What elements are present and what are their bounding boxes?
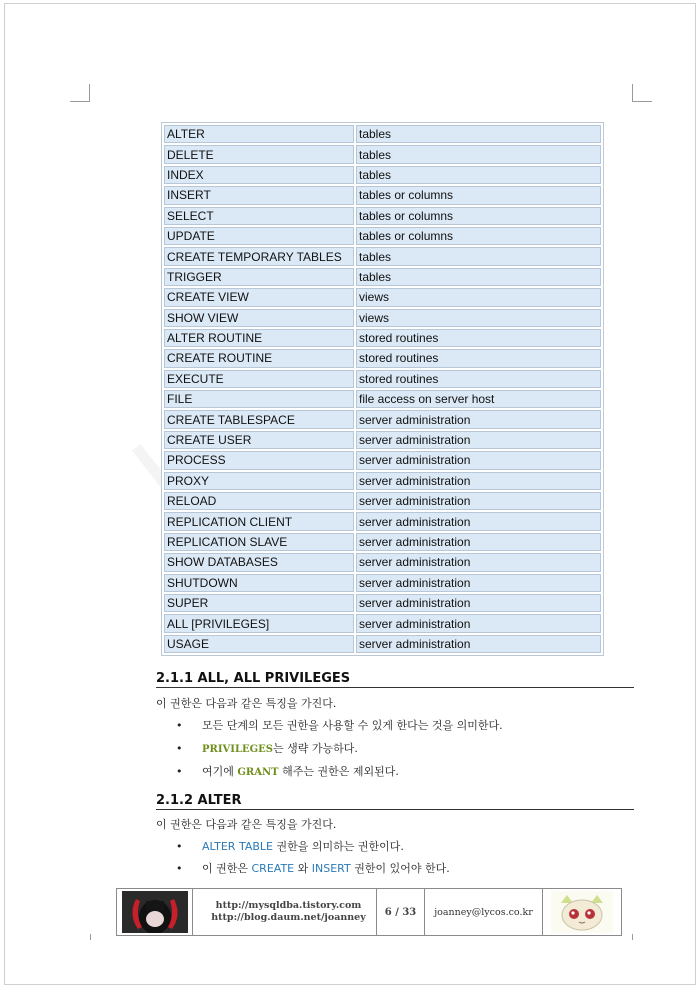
privilege-name-cell: CREATE ROUTINE	[164, 349, 354, 367]
footer-url-link[interactable]: http://blog.daum.net/joanney	[211, 912, 366, 923]
table-row	[164, 288, 601, 306]
dark-character-avatar-icon	[122, 891, 188, 933]
privilege-context-cell: stored routines	[356, 370, 601, 388]
keyword-create: CREATE	[251, 862, 295, 875]
bullet-dot-icon: •	[176, 840, 183, 853]
table-row	[164, 553, 601, 571]
privilege-context-cell: file access on server host	[356, 390, 601, 408]
table-row	[164, 594, 601, 612]
footer-email[interactable]: joanney@lycos.co.kr	[425, 889, 543, 935]
privilege-name-cell: TRIGGER	[164, 268, 354, 286]
privilege-context-cell: views	[356, 288, 601, 306]
section-heading-all-privileges: 2.1.1 ALL, ALL PRIVILEGES	[156, 671, 634, 688]
privilege-context-cell: tables or columns	[356, 227, 601, 245]
table-row	[164, 166, 601, 184]
privilege-name-cell: INSERT	[164, 186, 354, 204]
privilege-context-cell: tables	[356, 166, 601, 184]
privilege-name-cell: SHOW DATABASES	[164, 553, 354, 571]
table-row	[164, 186, 601, 204]
table-row	[164, 512, 601, 530]
footer-page-number: 6 / 33	[377, 889, 425, 935]
table-row	[164, 207, 601, 225]
privilege-name-cell: CREATE TABLESPACE	[164, 410, 354, 428]
table-row	[164, 125, 601, 143]
privilege-name-cell: UPDATE	[164, 227, 354, 245]
privilege-context-cell: stored routines	[356, 349, 601, 367]
privilege-context-cell: server administration	[356, 451, 601, 469]
privilege-name-cell: ALTER ROUTINE	[164, 329, 354, 347]
privilege-name-cell: FILE	[164, 390, 354, 408]
privilege-context-cell: server administration	[356, 410, 601, 428]
page-footer	[116, 888, 622, 936]
table-row	[164, 390, 601, 408]
table-row	[164, 635, 601, 653]
privilege-name-cell: CREATE VIEW	[164, 288, 354, 306]
privilege-context-cell: tables	[356, 268, 601, 286]
privilege-name-cell: DELETE	[164, 145, 354, 163]
keyword-insert: INSERT	[311, 862, 351, 875]
bullet-dot-icon: •	[176, 742, 183, 755]
section-intro: 이 권한은 다음과 같은 특징을 가진다.	[156, 697, 337, 710]
table-row	[164, 145, 601, 163]
privilege-context-cell: tables	[356, 247, 601, 265]
table-row	[164, 370, 601, 388]
table-row	[164, 431, 601, 449]
privilege-context-cell: server administration	[356, 431, 601, 449]
keyword-privileges: PRIVILEGES	[202, 744, 273, 755]
footer-logo-right	[543, 889, 621, 935]
table-row	[164, 614, 601, 632]
privilege-context-cell: tables or columns	[356, 186, 601, 204]
bullet-item: • ALTER TABLE 권한을 의미하는 권한이다.	[176, 840, 404, 853]
privilege-context-cell: stored routines	[356, 329, 601, 347]
privilege-name-cell: INDEX	[164, 166, 354, 184]
footer-urls	[193, 889, 377, 935]
bullet-dot-icon: •	[176, 765, 183, 778]
privilege-name-cell: SHUTDOWN	[164, 574, 354, 592]
footer-logo-left	[117, 889, 193, 935]
table-row	[164, 574, 601, 592]
privilege-context-cell: server administration	[356, 512, 601, 530]
margin-tick-right	[632, 934, 633, 940]
table-row	[164, 268, 601, 286]
table-row	[164, 349, 601, 367]
table-row	[164, 492, 601, 510]
table-row	[164, 533, 601, 551]
privilege-name-cell: RELOAD	[164, 492, 354, 510]
privilege-name-cell: EXECUTE	[164, 370, 354, 388]
privilege-name-cell: SUPER	[164, 594, 354, 612]
table-row	[164, 227, 601, 245]
privilege-context-cell: server administration	[356, 553, 601, 571]
privilege-context-cell: server administration	[356, 492, 601, 510]
privilege-name-cell: USAGE	[164, 635, 354, 653]
privilege-name-cell: REPLICATION CLIENT	[164, 512, 354, 530]
keyword-grant: GRANT	[237, 767, 279, 778]
table-row	[164, 309, 601, 327]
privilege-name-cell: CREATE USER	[164, 431, 354, 449]
privilege-name-cell: ALL [PRIVILEGES]	[164, 614, 354, 632]
crop-mark-top-left	[70, 84, 90, 102]
bullet-dot-icon: •	[176, 719, 183, 732]
cute-character-avatar-icon	[551, 891, 613, 933]
privilege-context-cell: server administration	[356, 594, 601, 612]
privilege-name-cell: REPLICATION SLAVE	[164, 533, 354, 551]
privilege-context-cell: views	[356, 309, 601, 327]
bullet-dot-icon: •	[176, 862, 183, 875]
keyword-alter-table: ALTER TABLE	[202, 840, 273, 853]
bullet-item: • 이 권한은 CREATE 와 INSERT 권한이 있어야 한다.	[176, 862, 450, 875]
bullet-item: • 모든 단계의 모든 권한을 사용할 수 있게 한다는 것을 의미한다.	[176, 719, 503, 732]
privilege-context-cell: server administration	[356, 533, 601, 551]
footer-url-link[interactable]: http://mysqldba.tistory.com	[215, 900, 362, 911]
privilege-context-cell: server administration	[356, 635, 601, 653]
privilege-name-cell: SHOW VIEW	[164, 309, 354, 327]
bullet-item: • PRIVILEGES는 생략 가능하다.	[176, 742, 358, 755]
privilege-name-cell: PROXY	[164, 472, 354, 490]
privilege-name-cell: SELECT	[164, 207, 354, 225]
table-row	[164, 329, 601, 347]
privilege-context-cell: server administration	[356, 574, 601, 592]
privilege-context-cell: tables	[356, 145, 601, 163]
privilege-name-cell: PROCESS	[164, 451, 354, 469]
privilege-name-cell: ALTER	[164, 125, 354, 143]
table-row	[164, 451, 601, 469]
privilege-name-cell: CREATE TEMPORARY TABLES	[164, 247, 354, 265]
privilege-context-cell: tables	[356, 125, 601, 143]
table-row	[164, 472, 601, 490]
section-heading-alter: 2.1.2 ALTER	[156, 793, 634, 810]
privilege-context-cell: tables or columns	[356, 207, 601, 225]
privilege-context-cell: server administration	[356, 472, 601, 490]
margin-tick-left	[90, 934, 91, 940]
privileges-table	[161, 122, 604, 656]
table-row	[164, 247, 601, 265]
crop-mark-top-right	[632, 84, 652, 102]
privilege-context-cell: server administration	[356, 614, 601, 632]
table-row	[164, 410, 601, 428]
bullet-item: • 여기에 GRANT 해주는 권한은 제외된다.	[176, 765, 399, 778]
section-intro: 이 권한은 다음과 같은 특징을 가진다.	[156, 818, 337, 831]
